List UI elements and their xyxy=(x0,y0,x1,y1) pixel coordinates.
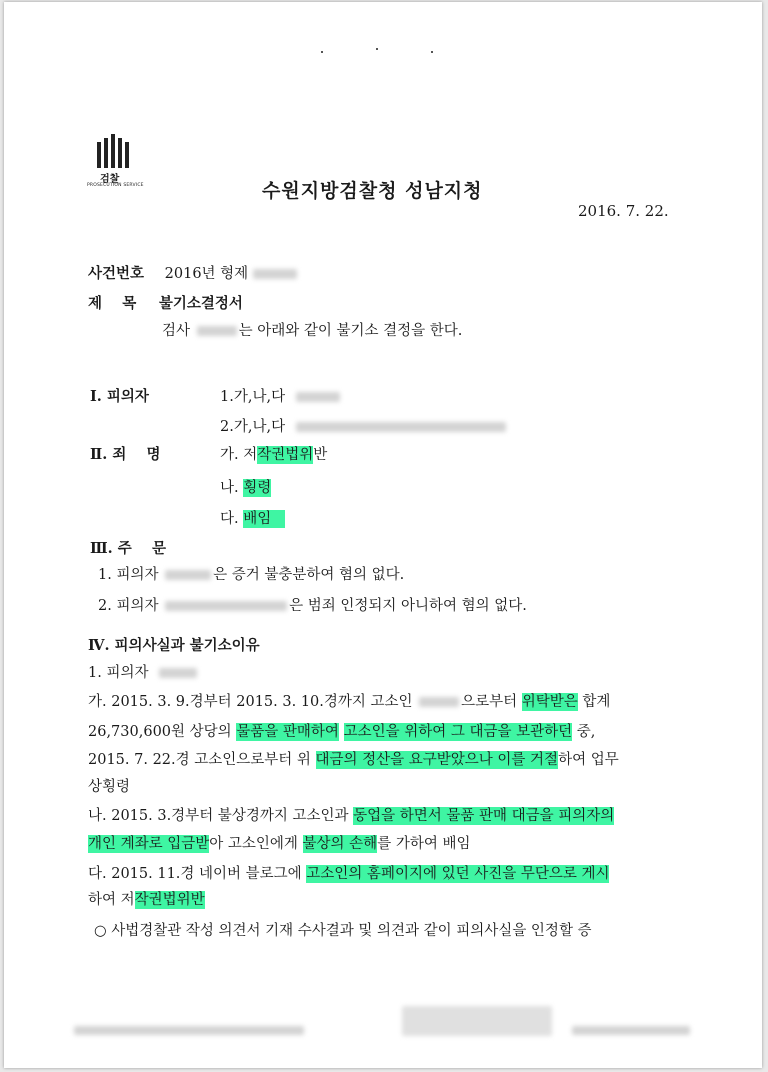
subject-row xyxy=(88,292,243,313)
prosecution-logo-icon xyxy=(97,134,135,168)
redacted-footer-right xyxy=(572,1020,690,1039)
redacted-text xyxy=(296,422,506,432)
section-facts-label: Ⅳ. 피의사실과 불기소이유 xyxy=(88,637,260,654)
redacted-text xyxy=(253,269,297,279)
scan-speck xyxy=(376,48,378,50)
fact-b-line-2: 개인 계좌로 입금받아 고소인에게 불상의 손해를 가하여 배임 xyxy=(88,836,471,852)
case-number-value: 2016년 형제 xyxy=(164,266,249,282)
redacted-footer-left xyxy=(74,1020,304,1039)
fact-c-line-1: 다. 2015. 11.경 네이버 블로그에 고소인의 홈페이지에 있던 사진을 무단으로 게시 xyxy=(88,866,610,882)
subject-label: 제 목 xyxy=(88,295,137,312)
fact-a-line-2: 26,730,600원 상당의 물품을 판매하여 고소인을 위하여 그 대금을 보관하던 중, xyxy=(88,724,596,740)
section-suspect-label: Ⅰ. 피의자 xyxy=(90,388,149,405)
fact-b-line-1: 나. 2015. 3.경부터 불상경까지 고소인과 동업을 하면서 물품 판매 대금을 피의자의 xyxy=(88,808,615,824)
redacted-text xyxy=(197,326,237,336)
redacted-text xyxy=(296,392,340,402)
document-date: 2016. 7. 22. xyxy=(578,202,669,220)
redacted-text xyxy=(165,570,211,580)
suspect-1: 1.가,나,다 xyxy=(220,385,340,406)
fact-c-line-2: 하여 저작권법위반 xyxy=(88,892,205,908)
scan-speck xyxy=(431,51,433,53)
subject-value: 불기소결정서 xyxy=(158,295,243,312)
fact-a-line-4: 상횡령 xyxy=(88,779,131,795)
document-title: 수원지방검찰청 성남지청 xyxy=(262,180,483,202)
section-order-label: Ⅲ. 주 문 xyxy=(90,540,166,557)
redacted-text xyxy=(419,697,459,707)
prosecutor-line: 검사 는 아래와 같이 불기소 결정을 한다. xyxy=(162,323,463,339)
order-1: 1. 피의자 은 증거 불충분하여 혐의 없다. xyxy=(98,567,405,583)
redacted-text xyxy=(165,601,287,611)
redacted-text xyxy=(159,668,197,678)
case-number-label: 사건번호 xyxy=(88,265,145,282)
document-page xyxy=(4,2,762,1068)
suspect-2: 2.가,나,다 xyxy=(220,415,506,436)
charge-a: 가. 저작권법위반 xyxy=(220,447,328,463)
redacted-seal xyxy=(402,1006,552,1036)
logo-subtext: PROSECUTION SERVICE xyxy=(87,183,144,188)
logo-text: 검찰 xyxy=(100,174,120,185)
case-number-row xyxy=(88,262,297,283)
charge-c: 다. 배임 xyxy=(220,507,285,528)
fact-a-line-1: 가. 2015. 3. 9.경부터 2015. 3. 10.경까지 고소인 으로부터 위탁받은 합계 xyxy=(88,694,611,710)
facts-suspect: 1. 피의자 xyxy=(88,661,197,682)
section-charge-label: Ⅱ. 죄 명 xyxy=(90,446,161,463)
order-2: 2. 피의자 은 범죄 인정되지 아니하여 혐의 없다. xyxy=(98,598,527,614)
scan-speck xyxy=(321,51,323,53)
charge-b: 나. 횡령 xyxy=(220,480,272,496)
investigation-note: ○ 사법경찰관 작성 의견서 기재 수사결과 및 의견과 같이 피의사실을 인정할 증 xyxy=(94,923,592,939)
fact-a-line-3: 2015. 7. 22.경 고소인으로부터 위 대금의 정산을 요구받았으나 이를 거절하여 업무 xyxy=(88,752,619,768)
